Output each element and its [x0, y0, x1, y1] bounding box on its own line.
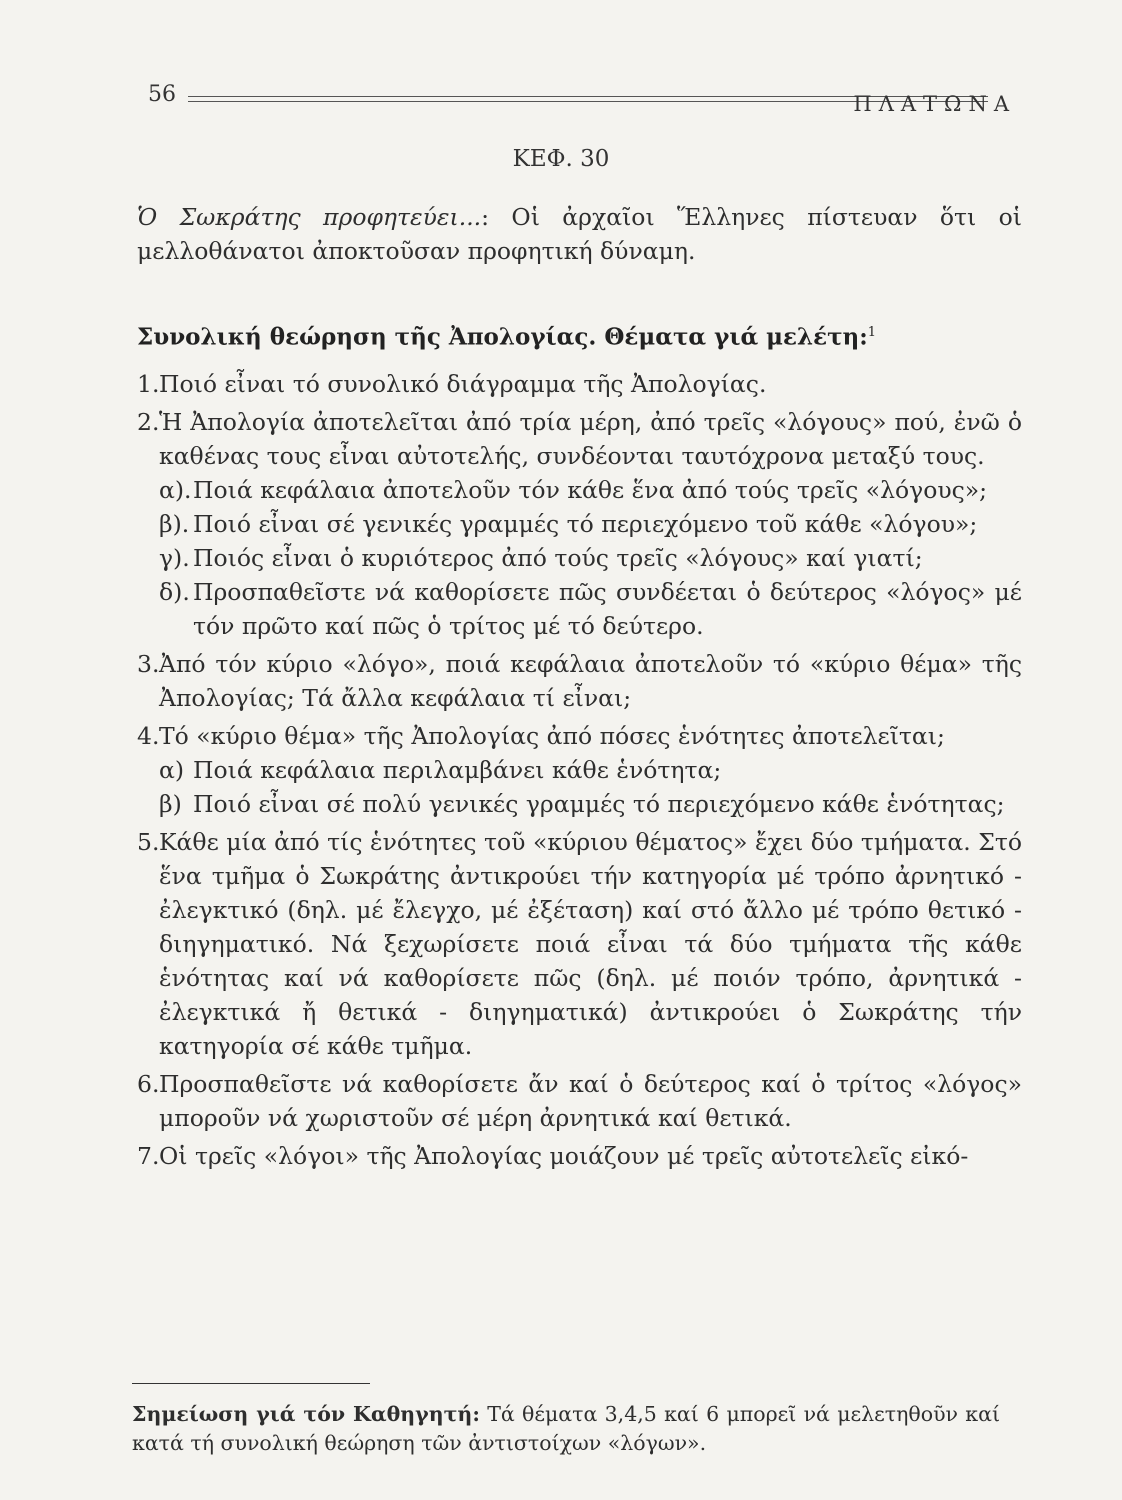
item-text: Τό «κύριο θέμα» τῆς Ἀπολογίας ἀπό πόσες ἑνότητες ἀποτελεῖται;: [159, 721, 945, 750]
footnote-lead: Σημείωση γιά τόν Καθηγητή:: [132, 1402, 480, 1426]
footnote: [132, 1400, 1000, 1458]
sub-item-label: γ).: [159, 543, 190, 572]
study-topics-list: [137, 367, 1022, 1173]
list-item: [137, 1139, 1022, 1173]
item-number: 3.: [137, 649, 160, 678]
sub-item: [159, 753, 1022, 787]
list-item: [137, 825, 1022, 1063]
sub-item: [159, 787, 1022, 821]
section-heading: [137, 316, 1022, 355]
section-heading-text: Συνολική θεώρηση τῆς Ἀπολογίας. Θέματα γιά μελέτη:: [137, 323, 868, 351]
item-text: Προσπαθεῖστε νά καθορίσετε ἄν καί ὁ δεύτερος καί ὁ τρίτος «λόγος» μποροῦν νά χωριστοῦν σέ μέρη ἀρνητικά καί θετικά.: [159, 1069, 1022, 1132]
sub-item-label: α): [159, 755, 185, 784]
main-text: [137, 200, 1022, 1177]
item-body: [159, 405, 1022, 643]
intro-quote: Ὁ Σωκράτης προφητεύει...: [137, 203, 482, 231]
list-item: [137, 405, 1022, 643]
sub-item: [159, 473, 1022, 507]
sub-item-label: β): [159, 789, 182, 818]
sub-item-text: Ποιό εἶναι σέ γενικές γραμμές τό περιεχόμενο τοῦ κάθε «λόγου»;: [193, 509, 978, 538]
item-text: Ἀπό τόν κύριο «λόγο», ποιά κεφάλαια ἀποτελοῦν τό «κύριο θέμα» τῆς Ἀπολογίας; Τά ἄλλα κεφάλαια τί εἶναι;: [159, 649, 1022, 712]
item-body: [159, 719, 1022, 821]
sub-item-text: Ποιό εἶναι σέ πολύ γενικές γραμμές τό περιεχόμενο κάθε ἑνότητας;: [193, 789, 1005, 818]
sub-item-label: δ).: [159, 577, 190, 606]
list-item: [137, 719, 1022, 821]
sub-item-text: Ποιά κεφάλαια ἀποτελοῦν τόν κάθε ἕνα ἀπό τούς τρεῖς «λόγους»;: [193, 475, 988, 504]
page-header: [148, 82, 1018, 118]
footnote-mark: 1: [867, 325, 877, 340]
sub-item: [159, 541, 1022, 575]
item-text: Ἡ Ἀπολογία ἀποτελεῖται ἀπό τρία μέρη, ἀπό τρεῖς «λόγους» πού, ἐνῶ ὁ καθένας τους εἶναι αὐτοτελής, συνδέονται ταυτόχρονα μεταξύ τους.: [159, 407, 1022, 470]
chapter-heading: ΚΕΦ. 30: [512, 146, 610, 172]
footnote-text: Τά θέματα 3,4,5 καί 6 μπορεῖ νά μελετηθοῦν καί κατά τή συνολική θεώρηση τῶν ἀντιστοίχων «λόγων».: [132, 1402, 1000, 1455]
footnote-separator: [132, 1383, 370, 1384]
sub-item-text: Ποιός εἶναι ὁ κυριότερος ἀπό τούς τρεῖς «λόγους» καί γιατί;: [193, 543, 923, 572]
running-title: ΠΛΑΤΩΝΑ: [853, 92, 1016, 116]
item-text: Κάθε μία ἀπό τίς ἑνότητες τοῦ «κύριου θέματος» ἔχει δύο τμήματα. Στό ἕνα τμῆμα ὁ Σωκράτης ἀντικρούει τήν κατηγορία μέ τρόπο ἀρνητικό - ἐλεγκτικό (δηλ. μέ ἔλεγχο, μέ ἐξέταση) καί στό ἄλλο μέ τρόπο θετικό - διηγηματικό. Νά ξεχωρίσετε ποιά εἶναι τά δύο τμήματα τῆς κάθε ἑνότητας καί νά καθορίσετε πῶς (δηλ. μέ ποιόν τρόπο, ἀρνητικά - ἐλεγκτικά ἤ θετικά - διηγηματικά) ἀντικρούει ὁ Σωκράτης τήν κατηγορία σέ κάθε τμῆμα.: [159, 827, 1022, 1060]
sub-item-label: β).: [159, 509, 190, 538]
item-number: 5.: [137, 827, 160, 856]
item-number: 1.: [137, 369, 160, 398]
sub-item: [159, 507, 1022, 541]
intro-text: : Οἱ ἀρχαῖοι Ἕλληνες πίστευαν ὅτι οἱ μελλοθάνατοι ἀποκτοῦσαν προφητική δύναμη.: [137, 203, 1023, 265]
page-number: 56: [148, 82, 176, 107]
sub-item-label: α).: [159, 475, 192, 504]
item-text: Οἱ τρεῖς «λόγοι» τῆς Ἀπολογίας μοιάζουν μέ τρεῖς αὐτοτελεῖς εἰκό-: [159, 1141, 969, 1170]
sub-item: [159, 575, 1022, 643]
intro-paragraph: [137, 200, 1022, 268]
list-item: [137, 647, 1022, 715]
item-number: 7.: [137, 1141, 160, 1170]
item-number: 4.: [137, 721, 160, 750]
item-number: 2.: [137, 407, 160, 436]
list-item: [137, 367, 1022, 401]
sub-item-text: Προσπαθεῖστε νά καθορίσετε πῶς συνδέεται ὁ δεύτερος «λόγος» μέ τόν πρῶτο καί πῶς ὁ τρίτος μέ τό δεύτερο.: [193, 577, 1022, 640]
sub-item-text: Ποιά κεφάλαια περιλαμβάνει κάθε ἑνότητα;: [193, 755, 722, 784]
item-text: Ποιό εἶναι τό συνολικό διάγραμμα τῆς Ἀπολογίας.: [159, 369, 767, 398]
list-item: [137, 1067, 1022, 1135]
item-number: 6.: [137, 1069, 160, 1098]
